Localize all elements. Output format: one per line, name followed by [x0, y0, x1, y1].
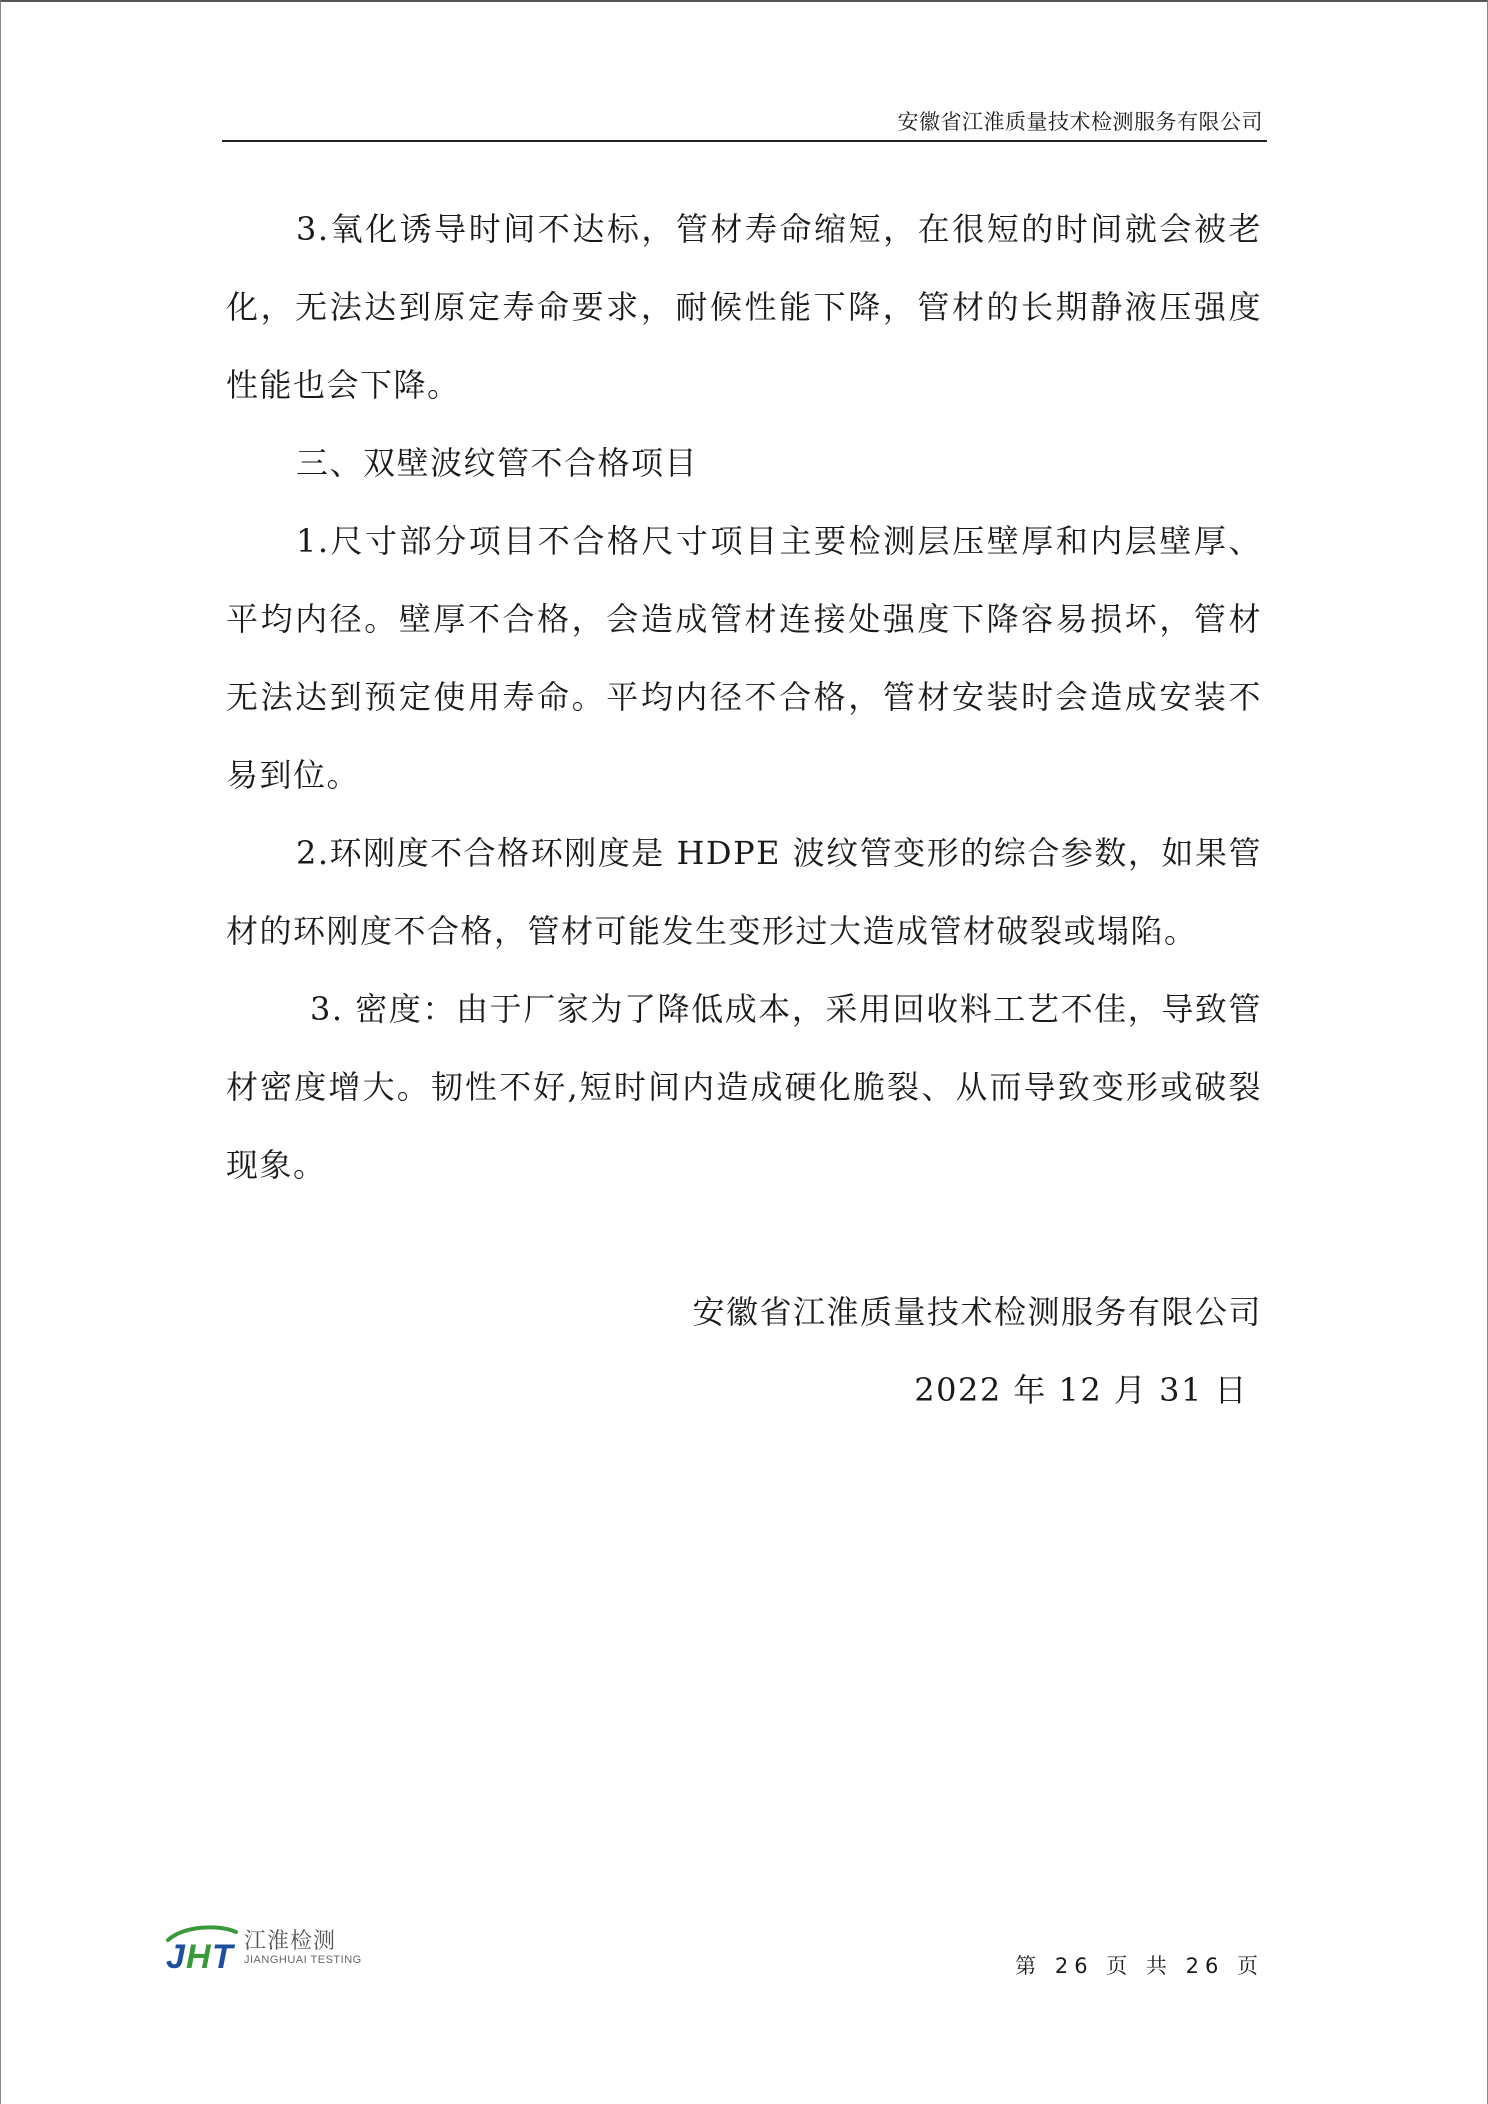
page-header — [222, 104, 1267, 142]
document-body — [226, 190, 1262, 1204]
header-company-name: 安徽省江淮质量技术检测服务有限公司 — [897, 110, 1263, 134]
company-logo — [162, 1922, 372, 1974]
svg-text:T: T — [212, 1938, 233, 1974]
logo-name-cn: 江淮检测 — [244, 1929, 337, 1954]
signature-company: 安徽省江淮质量技术检测服务有限公司 — [692, 1293, 1262, 1331]
paragraph-density: 3. 密度：由于厂家为了降低成本，采用回收料工艺不佳，导致管材密度增大。韧性不好,短时间内造成硬化脆裂、从而导致变形或破裂现象。 — [226, 990, 1262, 1184]
paragraph-ring-stiffness: 2.环刚度不合格环刚度是 HDPE 波纹管变形的综合参数，如果管材的环刚度不合格，管材可能发生变形过大造成管材破裂或塌陷。 — [226, 834, 1262, 950]
section-heading-corrugated-pipe: 三、双壁波纹管不合格项目 — [296, 444, 699, 482]
paragraph-oxidation: 3.氧化诱导时间不达标，管材寿命缩短，在很短的时间就会被老化，无法达到原定寿命要求，耐候性能下降，管材的长期静液压强度性能也会下降。 — [226, 210, 1262, 404]
svg-text:H: H — [186, 1938, 211, 1974]
paragraph-dimensions: 1.尺寸部分项目不合格尺寸项目主要检测层压壁厚和内层壁厚、平均内径。壁厚不合格，会造成管材连接处强度下降容易损坏，管材无法达到预定使用寿命。平均内径不合格，管材安装时会造成安装不易到位。 — [226, 522, 1262, 794]
signature-date: 2022 年 12 月 31 日 — [914, 1371, 1248, 1409]
logo-name-en: JIANGHUAI TESTING — [244, 1954, 362, 1966]
svg-text:J: J — [166, 1938, 185, 1974]
jht-logo-icon — [162, 1922, 242, 1974]
signature-block — [692, 1273, 1262, 1429]
page-number: 第 26 页 共 26 页 — [1015, 1954, 1264, 1978]
